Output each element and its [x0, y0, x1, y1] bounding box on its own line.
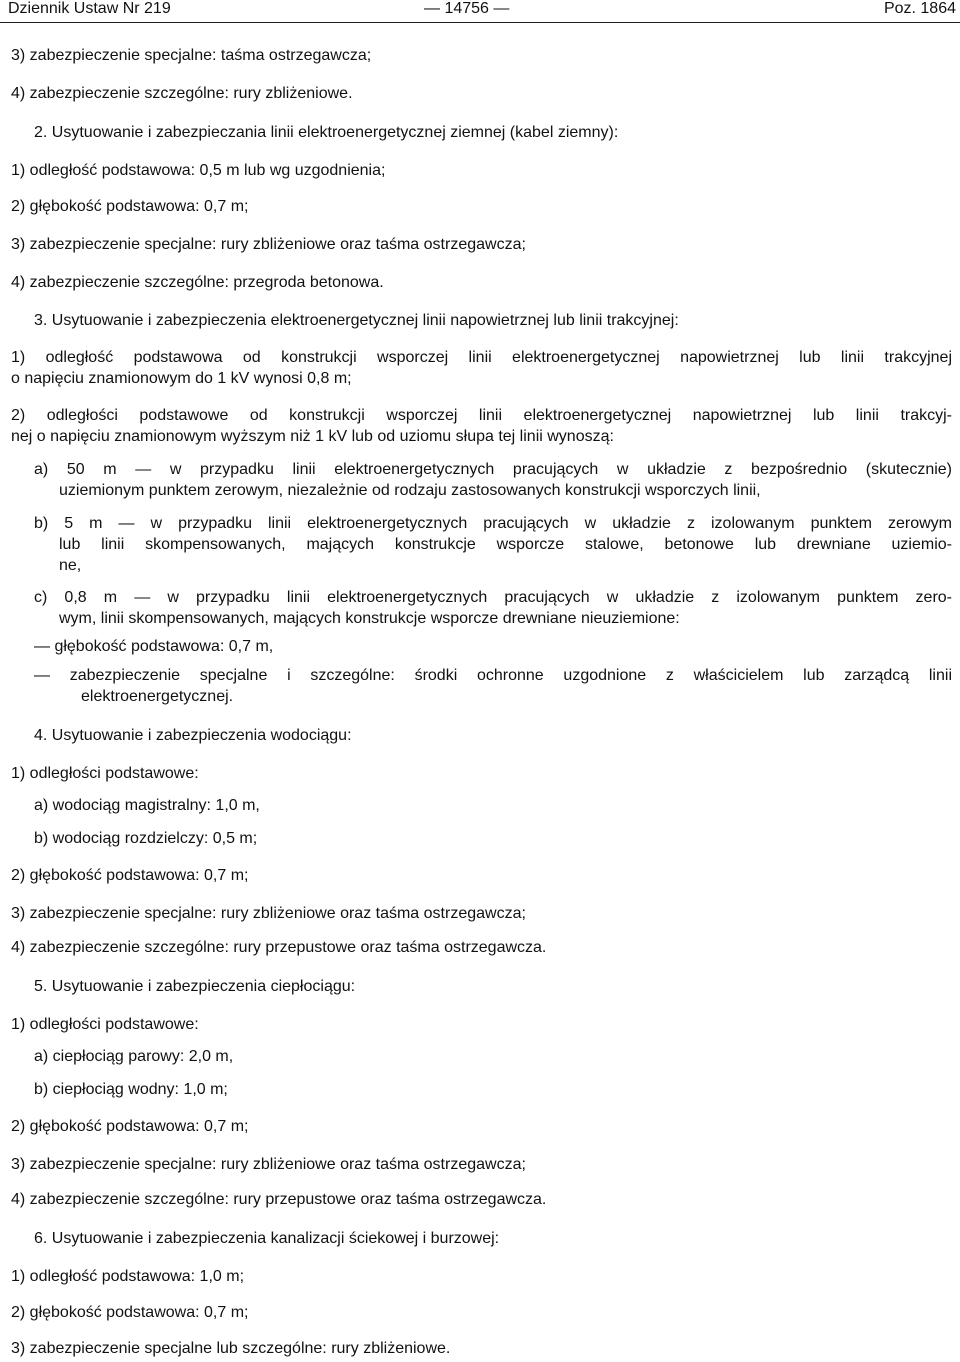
text-line: 3) zabezpieczenie specjalne: rury zbliżeniowe oraz taśma ostrzegawcza; — [11, 905, 526, 922]
text-line: 1) odległości podstawowe: — [11, 1016, 199, 1033]
list-item-b: b) ciepłociąg wodny: 1,0 m; — [34, 1081, 228, 1098]
list-item-b-cont: ne, — [59, 557, 82, 574]
text-line: 2) głębokość podstawowa: 0,7 m; — [11, 1118, 249, 1135]
list-item-a: a) ciepłociąg parowy: 2,0 m, — [34, 1048, 234, 1065]
list-item-c: c) 0,8 m — w przypadku linii elektroenergetycznych pracujących w układzie z izolowanym punktem zero- — [34, 589, 952, 606]
dash-item-cont: elektroenergetycznej. — [81, 688, 234, 705]
page-header — [0, 0, 960, 23]
text-line: nej o napięciu znamionowym wyższym niż 1 kV lub od uziomu słupa tej linii wynoszą: — [11, 428, 614, 445]
journal-title: Dziennik Ustaw Nr 219 — [8, 0, 171, 17]
list-item-b: b) wodociąg rozdzielczy: 0,5 m; — [34, 830, 258, 847]
section-heading: 2. Usytuowanie i zabezpieczania linii elektroenergetycznej ziemnej (kabel ziemny): — [34, 124, 619, 141]
text-line: o napięciu znamionowym do 1 kV wynosi 0,8 m; — [11, 370, 352, 387]
text-line: 3) zabezpieczenie specjalne: taśma ostrzegawcza; — [11, 47, 372, 64]
text-line: 1) odległość podstawowa od konstrukcji wsporczej linii elektroenergetycznej napowietrznej lub linii trakcyjnej — [11, 349, 952, 366]
list-item-b: b) 5 m — w przypadku linii elektroenergetycznych pracujących w układzie z izolowanym punktem zerowym — [34, 515, 952, 532]
text-line: 3) zabezpieczenie specjalne: rury zbliżeniowe oraz taśma ostrzegawcza; — [11, 1156, 526, 1173]
text-line: 2) głębokość podstawowa: 0,7 m; — [11, 198, 249, 215]
dash-item: — zabezpieczenie specjalne i szczególne: środki ochronne uzgodnione z właścicielem lub zarządcą linii — [34, 667, 952, 684]
list-item-a: a) wodociąg magistralny: 1,0 m, — [34, 797, 260, 814]
position-number: Poz. 1864 — [883, 0, 956, 17]
section-heading: 3. Usytuowanie i zabezpieczenia elektroenergetycznej linii napowietrznej lub linii trakcyjnej: — [34, 312, 679, 329]
text-line: 2) głębokość podstawowa: 0,7 m; — [11, 1304, 249, 1321]
dash-item: — głębokość podstawowa: 0,7 m, — [34, 638, 274, 655]
section-heading: 5. Usytuowanie i zabezpieczenia ciepłociągu: — [34, 978, 356, 995]
text-line: 4) zabezpieczenie szczególne: przegroda betonowa. — [11, 274, 384, 291]
text-line: 1) odległości podstawowe: — [11, 765, 199, 782]
text-line: 2) odległości podstawowe od konstrukcji wsporczej linii elektroenergetycznej napowietrznej lub linii trakcyj- — [11, 407, 952, 424]
text-line: 2) głębokość podstawowa: 0,7 m; — [11, 867, 249, 884]
page-number: — 14756 — — [424, 0, 510, 17]
text-line: 3) zabezpieczenie specjalne lub szczególne: rury zbliżeniowe. — [11, 1340, 451, 1357]
text-line: 4) zabezpieczenie szczególne: rury przepustowe oraz taśma ostrzegawcza. — [11, 1191, 547, 1208]
list-item-b-cont: lub linii skompensowanych, mających konstrukcje wsporcze stalowe, betonowe lub drewniane uziemio- — [59, 536, 952, 553]
text-line: 1) odległość podstawowa: 0,5 m lub wg uzgodnienia; — [11, 162, 386, 179]
list-item-c-cont: wym, linii skompensowanych, mających konstrukcje wsporcze drewniane nieuziemione: — [59, 610, 680, 627]
text-line: 4) zabezpieczenie szczególne: rury przepustowe oraz taśma ostrzegawcza. — [11, 939, 547, 956]
list-item-a: a) 50 m — w przypadku linii elektroenergetycznych pracujących w układzie z bezpośrednio (skutecznie) — [34, 461, 952, 478]
text-line: 4) zabezpieczenie szczególne: rury zbliżeniowe. — [11, 85, 353, 102]
text-line: 1) odległość podstawowa: 1,0 m; — [11, 1268, 245, 1285]
text-line: 3) zabezpieczenie specjalne: rury zbliżeniowe oraz taśma ostrzegawcza; — [11, 236, 526, 253]
section-heading: 6. Usytuowanie i zabezpieczenia kanalizacji ściekowej i burzowej: — [34, 1230, 500, 1247]
section-heading: 4. Usytuowanie i zabezpieczenia wodociągu: — [34, 727, 352, 744]
list-item-a-cont: uziemionym punktem zerowym, niezależnie od rodzaju zastosowanych konstrukcji wsporczych linii, — [59, 482, 761, 499]
